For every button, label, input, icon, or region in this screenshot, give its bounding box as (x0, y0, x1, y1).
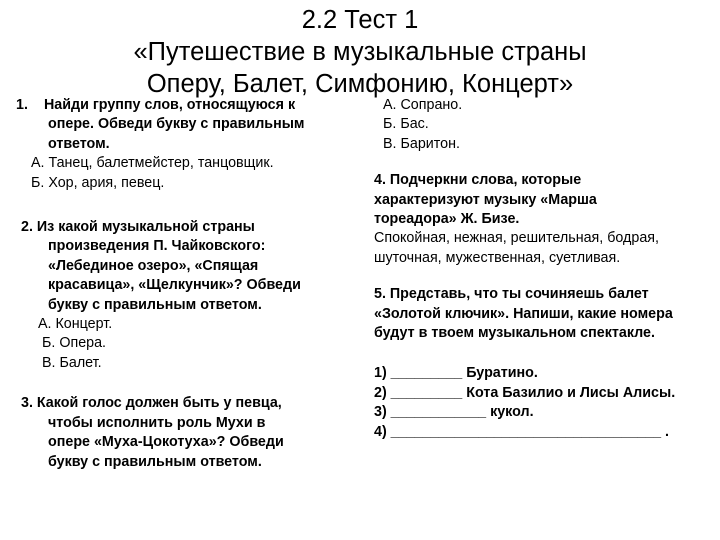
question-2-option-b[interactable]: Б. Опера. (42, 335, 107, 352)
question-5-answer-4[interactable]: 4) __________________________________ . (374, 423, 669, 440)
question-3-option-c[interactable]: В. Баритон. (383, 135, 460, 152)
title-line-2: «Путешествие в музыкальные страны (133, 38, 587, 66)
title-line-3: Оперу, Балет, Симфонию, Концерт» (146, 70, 574, 98)
page-title (0, 4, 720, 100)
question-2-option-c[interactable]: В. Балет. (42, 354, 102, 371)
left-column (16, 96, 338, 472)
question-3-line-1: 3. Какой голос должен быть у певца, (21, 395, 282, 412)
question-3-line-2: чтобы исполнить роль Мухи в (48, 414, 266, 431)
question-3 (16, 394, 338, 472)
question-1-option-b[interactable]: Б. Хор, ария, певец. (31, 174, 165, 191)
question-3-line-4: букву с правильным ответом. (48, 453, 262, 470)
question-4-line-2: характеризуют музыку «Марша (374, 191, 597, 208)
question-3-option-a[interactable]: А. Сопрано. (383, 97, 463, 113)
question-1-line-1: Найди группу слов, относящуюся к (43, 97, 296, 113)
question-1-number: 1. (16, 97, 28, 113)
question-2-line-5: букву с правильным ответом. (48, 296, 262, 313)
question-2-line-2: произведения П. Чайковского: (48, 238, 266, 255)
question-4-words-line-1[interactable]: Спокойная, нежная, решительная, бодрая, (374, 230, 660, 247)
question-5-answer-3[interactable]: 3) ____________ кукол. (374, 404, 534, 421)
question-5-answer-2[interactable]: 2) _________ Кота Базилио и Лисы Алисы. (374, 384, 676, 401)
question-1-line-3: ответом. (48, 135, 110, 152)
right-column (368, 96, 718, 442)
question-5-answer-1[interactable]: 1) _________ Буратино. (374, 365, 538, 382)
question-2-line-3: «Лебединое озеро», «Спящая (48, 257, 259, 274)
question-4-words-line-2[interactable]: шуточная, мужественная, суетливая. (374, 249, 621, 266)
question-4-line-1: 4. Подчеркни слова, которые (374, 172, 582, 189)
question-5-line-3: будут в твоем музыкальном спектакле. (374, 325, 655, 342)
question-5-line-1: 5. Представь, что ты сочиняешь балет (374, 286, 649, 303)
question-3-option-b[interactable]: Б. Бас. (383, 116, 429, 133)
question-2 (16, 218, 338, 373)
question-5 (368, 285, 718, 442)
question-4-line-3: тореадора» Ж. Бизе. (374, 211, 520, 228)
question-3-line-3: опере «Муха-Цокотуха»? Обведи (48, 434, 284, 451)
question-2-line-1: 2. Из какой музыкальной страны (21, 219, 255, 236)
question-2-line-4: красавица», «Щелкунчик»? Обведи (48, 277, 301, 294)
question-1 (16, 96, 338, 193)
question-2-option-a[interactable]: А. Концерт. (38, 316, 113, 333)
question-1-option-a[interactable]: А. Танец, балетмейстер, танцовщик. (31, 155, 274, 172)
question-1-line-2: опере. Обведи букву с правильным (48, 116, 305, 133)
question-4 (368, 171, 718, 268)
question-3-options (368, 96, 718, 154)
question-5-line-2: «Золотой ключик». Напиши, какие номера (374, 305, 673, 322)
title-line-1: 2.2 Тест 1 (301, 6, 419, 34)
